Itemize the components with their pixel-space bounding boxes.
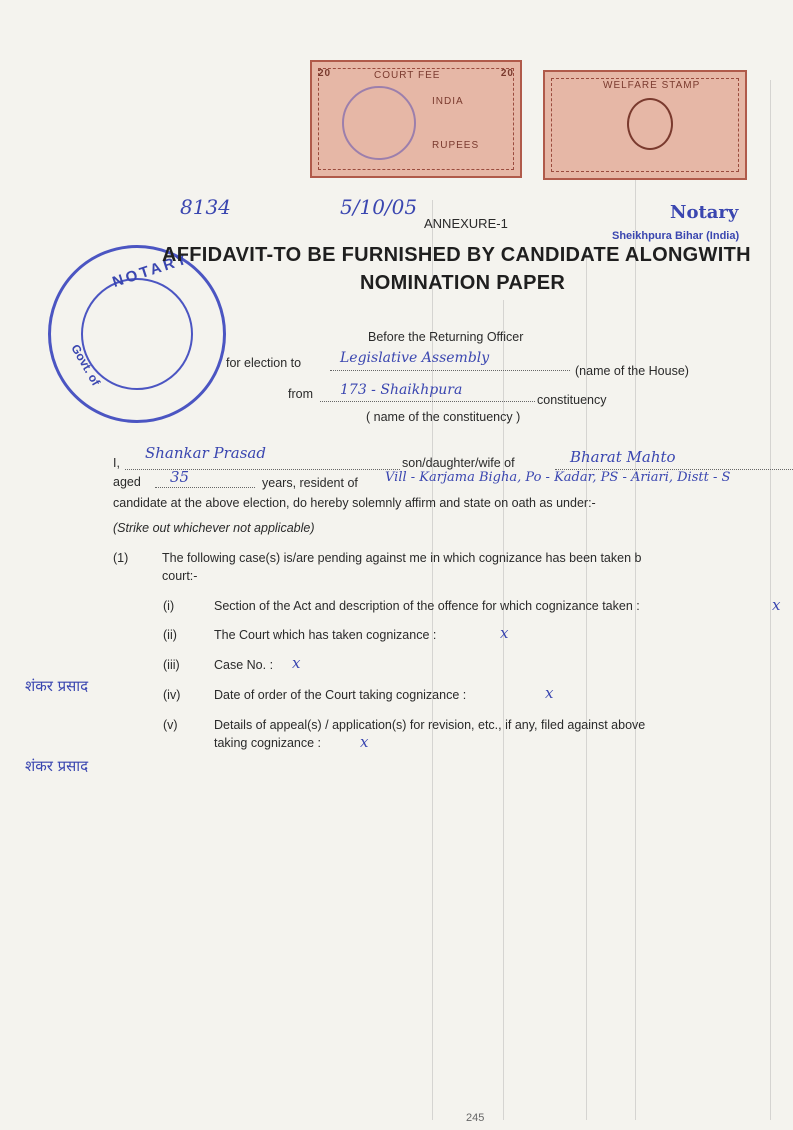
sub-item-v-line2: taking cognizance : bbox=[214, 736, 322, 750]
constituency-line bbox=[320, 401, 535, 402]
constituency-suffix: constituency bbox=[537, 393, 607, 407]
election-prefix: for election to bbox=[226, 356, 302, 370]
sub-item-text: Case No. : bbox=[214, 658, 274, 672]
aged-label: aged bbox=[113, 475, 141, 489]
document-title-line1: AFFIDAVIT-TO BE FURNISHED BY CANDIDATE ALONGWITH bbox=[162, 244, 751, 266]
constituency-value: 173 - Shaikhpura bbox=[340, 382, 463, 398]
relation-label: son/daughter/wife of bbox=[402, 456, 515, 470]
emblem-icon bbox=[627, 98, 673, 150]
name-line bbox=[125, 469, 400, 470]
candidate-line: candidate at the above election, do hereby solemnly affirm and state on oath as under:- bbox=[113, 496, 596, 510]
court-fee-stamp bbox=[310, 60, 522, 178]
sub-item-number: (ii) bbox=[163, 628, 177, 642]
resident-label: years, resident of bbox=[262, 476, 358, 490]
stamp-postmark bbox=[342, 86, 416, 160]
sub-item-text: Details of appeal(s) / application(s) for revision, etc., if any, filed against above bbox=[214, 718, 646, 732]
seal-text-top: NOTARY bbox=[110, 250, 192, 291]
scan-line bbox=[586, 250, 587, 1120]
welfare-stamp bbox=[543, 70, 747, 180]
election-suffix: (name of the House) bbox=[575, 364, 689, 378]
before-line: Before the Returning Officer bbox=[368, 330, 524, 344]
stamp-value-left: 20 bbox=[318, 68, 332, 79]
sub-item-mark: x bbox=[545, 684, 554, 702]
age-line bbox=[155, 487, 255, 488]
welfare-stamp-text: WELFARE STAMP bbox=[603, 80, 701, 91]
notary-seal bbox=[48, 245, 226, 423]
margin-note: शंकर प्रसाद bbox=[25, 677, 89, 695]
document-title-line2: NOMINATION PAPER bbox=[360, 272, 566, 294]
address-value: Vill - Karjama Bigha, Po - Kadar, PS - Ariari, Distt - S bbox=[385, 470, 731, 485]
item1-number: (1) bbox=[113, 551, 129, 565]
sub-item-mark: x bbox=[500, 624, 509, 642]
election-line bbox=[330, 370, 570, 371]
serial-date: 5/10/05 bbox=[340, 195, 418, 219]
strike-note: (Strike out whichever not applicable) bbox=[113, 521, 315, 535]
sub-item-text: The Court which has taken cognizance : bbox=[214, 628, 437, 642]
age-value: 35 bbox=[170, 468, 190, 486]
seal-text-bottom: Govt. of bbox=[68, 341, 104, 389]
sub-item-text: Date of order of the Court taking cognizance : bbox=[214, 688, 467, 702]
scan-line bbox=[635, 120, 636, 1120]
annexure-label: ANNEXURE-1 bbox=[424, 216, 508, 231]
sub-item-number: (i) bbox=[163, 599, 175, 613]
sub-item-number: (iv) bbox=[163, 688, 181, 702]
sub-item-mark: x bbox=[360, 733, 369, 751]
candidate-name: Shankar Prasad bbox=[145, 444, 266, 462]
sub-item-mark: x bbox=[292, 654, 301, 672]
stamp-top-text: COURT FEE bbox=[374, 70, 441, 81]
serial-number: 8134 bbox=[180, 195, 231, 219]
from-prefix: from bbox=[288, 387, 313, 401]
margin-note: शंकर प्रसाद bbox=[25, 757, 89, 775]
stamp-bottom-text: RUPEES bbox=[432, 140, 480, 151]
stamp-middle-text: INDIA bbox=[432, 96, 464, 107]
constituency-note: ( name of the constituency ) bbox=[366, 410, 521, 424]
father-name: Bharat Mahto bbox=[570, 448, 676, 466]
sub-item-mark: x bbox=[772, 596, 781, 614]
stamp-value-right: 20 bbox=[500, 68, 514, 79]
page-number: 245 bbox=[466, 1112, 485, 1124]
item1-text2: court:- bbox=[162, 569, 198, 583]
election-value: Legislative Assembly bbox=[340, 350, 490, 366]
notary-place: Sheikhpura Bihar (India) bbox=[612, 230, 740, 242]
sub-item-text: Section of the Act and description of the offence for which cognizance taken : bbox=[214, 599, 640, 613]
sub-item-number: (v) bbox=[163, 718, 178, 732]
i-prefix: I, bbox=[113, 456, 120, 470]
notary-label: Notary bbox=[670, 202, 739, 223]
sub-item-number: (iii) bbox=[163, 658, 180, 672]
item1-text: The following case(s) is/are pending against me in which cognizance has been taken b bbox=[162, 551, 642, 565]
